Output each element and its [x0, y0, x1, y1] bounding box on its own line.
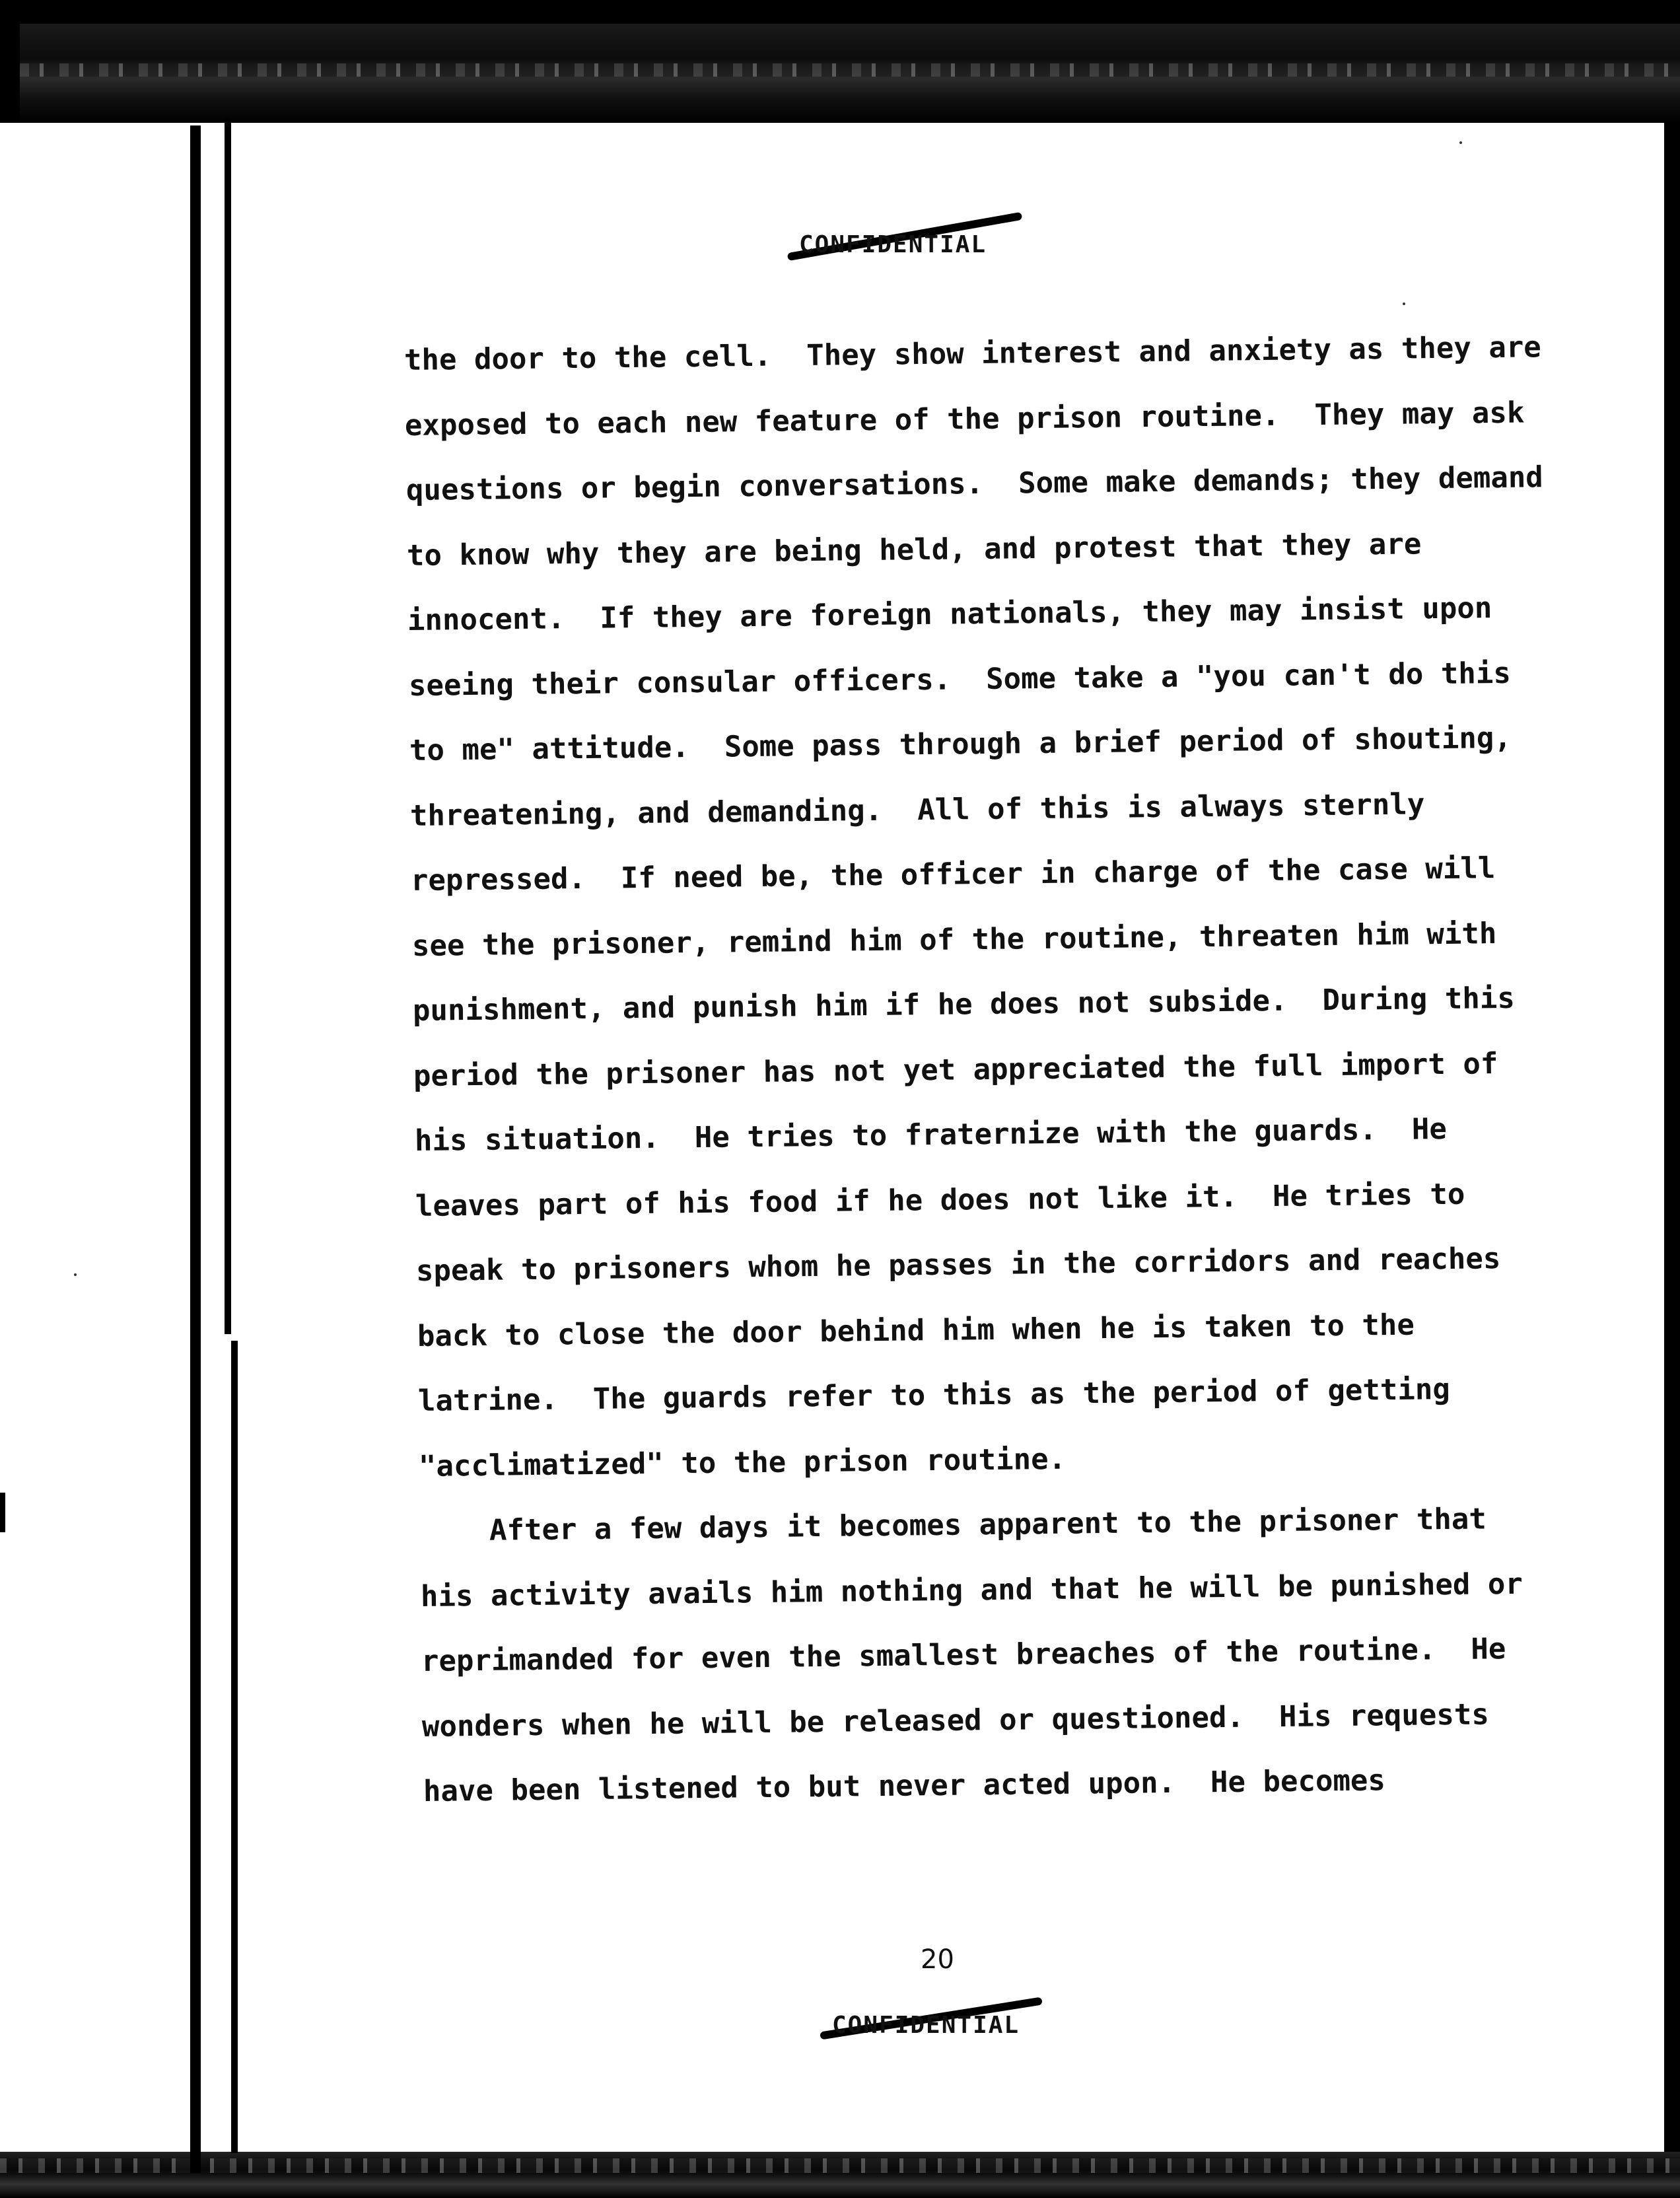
text-line: punishment, and punish him if he does not subside. During this: [412, 981, 1516, 1028]
text-line: his situation. He tries to fraternize with the guards. He: [414, 1112, 1447, 1158]
text-line: exposed to each new feature of the prison routine. They may ask: [405, 395, 1525, 443]
scan-border-left: [0, 24, 20, 123]
scan-noise-top: [20, 24, 1680, 123]
text-line: the door to the cell. They show interest and anxiety as they are: [403, 330, 1542, 377]
text-line: repressed. If need be, the officer in charge of the case will: [411, 851, 1496, 898]
scan-border-right: [1664, 123, 1680, 2198]
text-line: reprimanded for even the smallest breaches of the routine. He: [421, 1632, 1506, 1678]
text-line: innocent. If they are foreign nationals, they may insist upon: [407, 591, 1492, 637]
text-line: "acclimatized" to the prison routine.: [418, 1442, 1067, 1483]
scan-speck: [74, 1273, 77, 1276]
text-line: After a few days it becomes apparent to the prisoner that: [419, 1502, 1487, 1548]
scan-speck: [1459, 141, 1462, 144]
text-line: leaves part of his food if he does not like it. He tries to: [415, 1177, 1465, 1223]
text-line: have been listened to but never acted upon. He becomes: [423, 1763, 1385, 1808]
scan-edge-mark: [0, 1493, 5, 1532]
page-number: 20: [921, 1944, 954, 1975]
text-line: period the prisoner has not yet appreciated the full import of: [413, 1046, 1498, 1093]
classification-stamp-bottom: CONFIDENTIAL: [832, 2012, 1020, 2039]
text-line: threatening, and demanding. All of this is always sternly: [409, 787, 1425, 833]
scan-border-bottom: [0, 2152, 1680, 2198]
scan-border-top: [0, 0, 1680, 24]
text-line: seeing their consular officers. Some take a "you can't do this: [408, 656, 1511, 703]
text-line: latrine. The guards refer to this as the period of getting: [417, 1372, 1450, 1418]
classification-stamp-top: CONFIDENTIAL: [799, 231, 987, 258]
text-line: to know why they are being held, and protest that they are: [406, 526, 1422, 573]
text-line: back to close the door behind him when he is taken to the: [417, 1308, 1415, 1353]
text-line: wonders when he will be released or questioned. His requests: [422, 1697, 1490, 1744]
text-line: see the prisoner, remind him of the routine, threaten him with: [411, 916, 1497, 963]
binding-margin-line-lower: [231, 1341, 238, 2153]
text-line: questions or begin conversations. Some make demands; they demand: [405, 460, 1543, 507]
binding-margin-line: [190, 125, 201, 2173]
text-line: speak to prisoners whom he passes in the corridors and reaches: [415, 1242, 1501, 1288]
scan-speck: [1403, 302, 1405, 305]
text-line: to me" attitude. Some pass through a brief period of shouting,: [409, 721, 1512, 767]
text-line: his activity avails him nothing and that he will be punished or: [420, 1567, 1523, 1613]
binding-margin-line-inner: [225, 119, 231, 1334]
